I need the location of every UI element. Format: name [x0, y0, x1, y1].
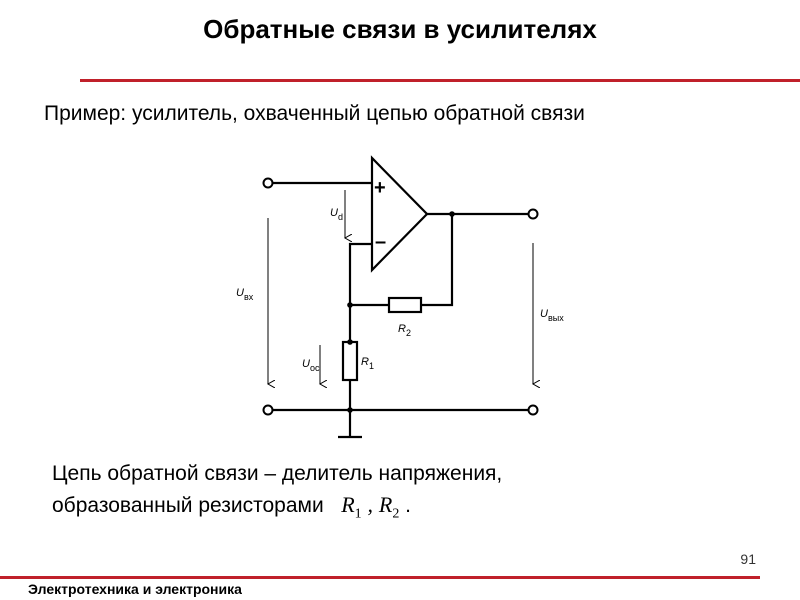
minus-sign: –	[375, 231, 387, 253]
resistor-r1	[343, 342, 357, 380]
description-line-1: Цепь обратной связи – делитель напряжения,	[52, 462, 503, 485]
ground-terminal-left	[264, 406, 273, 415]
slide-title: Обратные связи в усилителях	[203, 14, 597, 44]
op-amp	[372, 158, 427, 270]
plus-sign: +	[374, 177, 386, 199]
r1-symbol: $R_1$	[341, 492, 362, 522]
feedback-wire	[421, 214, 452, 305]
uoc-label: $U_{ос}$	[302, 358, 320, 373]
r1-label: $R_1$	[361, 356, 374, 371]
bottom-divider	[0, 576, 760, 579]
footer-course-title: Электротехника и электроника	[28, 581, 242, 597]
ground-terminal-right	[529, 406, 538, 415]
r2-label: $R_2$	[398, 323, 411, 338]
junction-dot	[449, 211, 455, 217]
junction-dot	[347, 339, 353, 345]
uin-label: $U_{вх}$	[236, 287, 254, 302]
page-number: 91	[740, 551, 756, 567]
junction-dot	[347, 302, 353, 308]
slide-subtitle: Пример: усилитель, охваченный цепью обратной связи	[44, 102, 585, 125]
r2-symbol: $R_2$	[378, 492, 400, 522]
ud-label: $U_d$	[330, 207, 343, 222]
resistor-r2	[389, 298, 421, 312]
output-terminal	[529, 210, 538, 219]
minus-input-wire	[350, 244, 372, 342]
input-terminal	[264, 179, 273, 188]
description-line-2: образованный резисторами $R_1$ , $R_2$ .	[52, 492, 411, 522]
description	[52, 458, 502, 529]
uout-label: $U_{вых}$	[540, 308, 564, 323]
junction-dot	[347, 407, 353, 413]
